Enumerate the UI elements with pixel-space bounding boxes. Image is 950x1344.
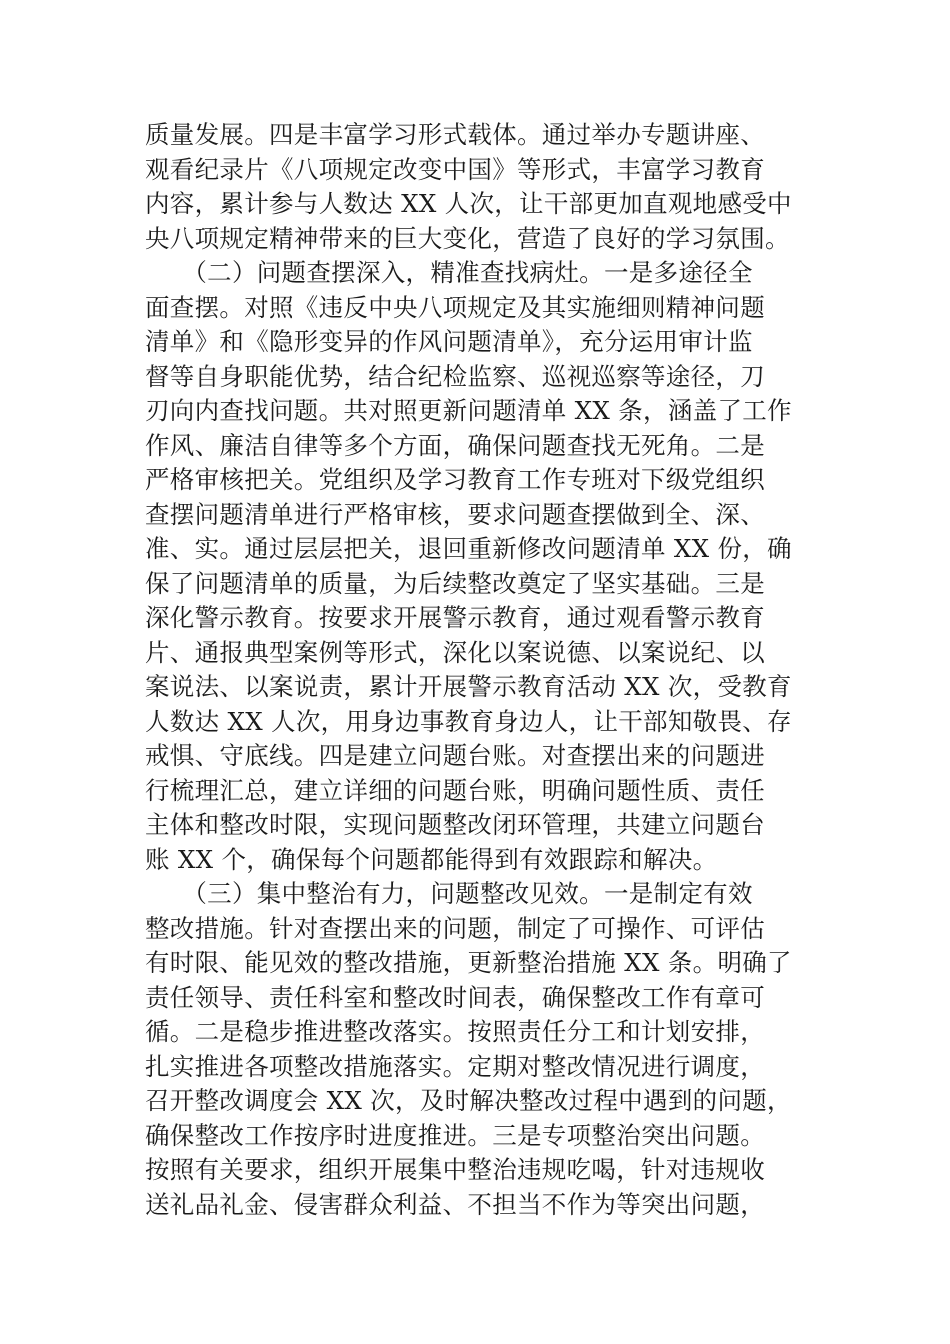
text-line: （二）问题查摆深入，精准查找病灶。一是多途径全: [145, 258, 753, 287]
text-line: 戒惧、守底线。四是建立问题台账。对查摆出来的问题进: [145, 741, 765, 770]
text-line: 深化警示教育。按要求开展警示教育，通过观看警示教育: [145, 603, 765, 632]
text-line: 督等自身职能优势，结合纪检监察、巡视巡察等途径，刀: [145, 361, 765, 391]
text-line: 案说法、以案说责，累计开展警示教育活动 XX 次，受教育: [145, 672, 792, 701]
text-line: 召开整改调度会 XX 次，及时解决整改过程中遇到的问题，: [145, 1086, 792, 1115]
text-line: 内容，累计参与人数达 XX 人次，让干部更加直观地感受中: [145, 189, 792, 218]
text-line: 作风、廉洁自律等多个方面，确保问题查找无死角。二是: [145, 430, 765, 460]
text-line: 准、实。通过层层把关，退回重新修改问题清单 XX 份，确: [145, 534, 792, 563]
text-line: （三）集中整治有力，问题整改见效。一是制定有效: [145, 879, 753, 908]
text-line: 清单》和《隐形变异的作风问题清单》，充分运用审计监: [145, 327, 753, 356]
text-line: 送礼品礼金、侵害群众利益、不担当不作为等突出问题，: [145, 1189, 765, 1219]
text-line: 行梳理汇总，建立详细的问题台账，明确问题性质、责任: [145, 775, 765, 805]
text-line: 循。二是稳步推进整改落实。按照责任分工和计划安排，: [145, 1017, 765, 1046]
text-line: 责任领导、责任科室和整改时间表，确保整改工作有章可: [145, 982, 765, 1012]
text-line: 有时限、能见效的整改措施，更新整治措施 XX 条。明确了: [145, 948, 792, 977]
text-line: 观看纪录片《八项规定改变中国》等形式，丰富学习教育: [145, 154, 765, 184]
text-line: 确保整改工作按序时进度推进。三是专项整治突出问题。: [145, 1120, 765, 1150]
text-line: 质量发展。四是丰富学习形式载体。通过举办专题讲座、: [145, 120, 765, 149]
text-line: 人数达 XX 人次，用身边事教育身边人，让干部知敬畏、存: [145, 706, 792, 736]
text-line: 按照有关要求，组织开展集中整治违规吃喝，针对违规收: [145, 1155, 765, 1184]
text-line: 刃向内查找问题。共对照更新问题清单 XX 条，涵盖了工作: [145, 396, 792, 425]
text-line: 主体和整改时限，实现问题整改闭环管理，共建立问题台: [145, 810, 765, 839]
text-line: 央八项规定精神带来的巨大变化，营造了良好的学习氛围。: [145, 223, 790, 253]
text-line: 片、通报典型案例等形式，深化以案说德、以案说纪、以: [145, 637, 765, 667]
document-body: [145, 118, 810, 1222]
text-line: 扎实推进各项整改措施落实。定期对整改情况进行调度，: [145, 1051, 765, 1081]
text-line: 账 XX 个，确保每个问题都能得到有效跟踪和解决。: [145, 844, 718, 874]
text-line: 面查摆。对照《违反中央八项规定及其实施细则精神问题: [145, 292, 765, 322]
text-line: 严格审核把关。党组织及学习教育工作专班对下级党组织: [145, 465, 765, 494]
text-line: 保了问题清单的质量，为后续整改奠定了坚实基础。三是: [145, 568, 765, 598]
text-line: 整改措施。针对查摆出来的问题，制定了可操作、可评估: [145, 913, 765, 943]
text-line: 查摆问题清单进行严格审核，要求问题查摆做到全、深、: [145, 499, 765, 529]
